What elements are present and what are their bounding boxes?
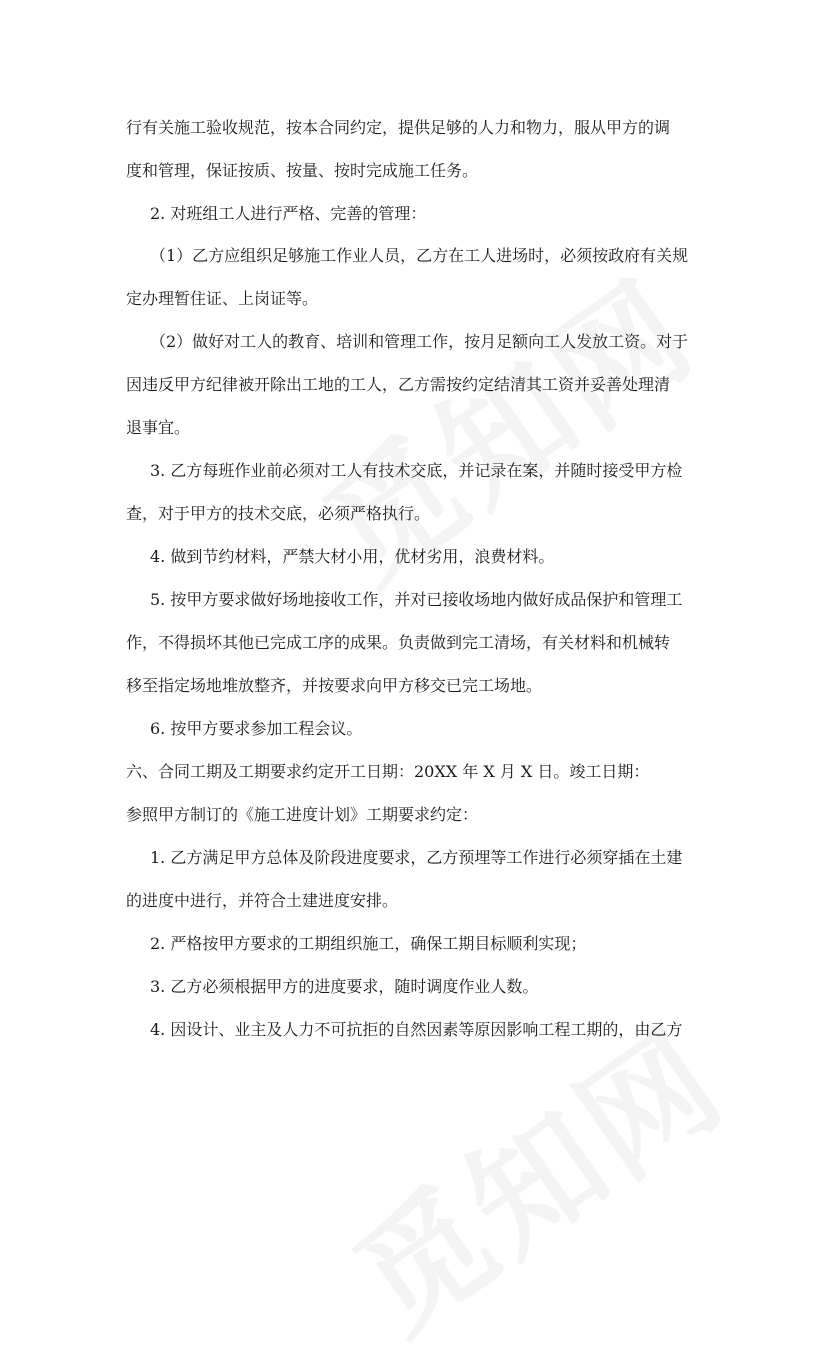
paragraph-line: 度和管理，保证按质、按量、按时完成施工任务。 — [126, 161, 479, 180]
list-item-line: 4. 做到节约材料，严禁大材小用，优材劣用，浪费材料。 — [150, 547, 555, 566]
list-item-heading: 2. 对班组工人进行严格、完善的管理： — [150, 204, 427, 223]
paragraph-line: 的进度中进行，并符合土建进度安排。 — [126, 891, 399, 910]
paragraph-line: 定办理暂住证、上岗证等。 — [126, 289, 319, 308]
list-item-line: 5. 按甲方要求做好场地接收工作，并对已接收场地内做好成品保护和管理工 — [150, 590, 683, 609]
list-item-line: 3. 乙方每班作业前必须对工人有技术交底，并记录在案，并随时接受甲方检 — [150, 461, 683, 480]
sub-item-line: （1）乙方应组织足够施工作业人员，乙方在工人进场时，必须按政府有关规 — [150, 246, 689, 265]
list-item-line: 2. 严格按甲方要求的工期组织施工，确保工期目标顺利实现； — [150, 934, 587, 953]
paragraph-line: 因违反甲方纪律被开除出工地的工人，乙方需按约定结清其工资并妥善处理清 — [126, 375, 671, 394]
paragraph-line: 行有关施工验收规范，按本合同约定，提供足够的人力和物力，服从甲方的调 — [126, 118, 671, 137]
paragraph-line: 查，对于甲方的技术交底，必须严格执行。 — [126, 504, 431, 523]
paragraph-line: 参照甲方制订的《施工进度计划》工期要求约定： — [126, 805, 479, 824]
paragraph-line: 移至指定场地堆放整齐，并按要求向甲方移交已完工场地。 — [126, 676, 543, 695]
list-item-line: 6. 按甲方要求参加工程会议。 — [150, 719, 363, 738]
list-item-line: 1. 乙方满足甲方总体及阶段进度要求，乙方预埋等工作进行必须穿插在土建 — [150, 848, 683, 867]
paragraph-line: 作，不得损坏其他已完成工序的成果。负责做到完工清场，有关材料和机械转 — [126, 633, 671, 652]
section-heading: 六、合同工期及工期要求约定开工日期：20XX 年 X 月 X 日。竣工日期： — [126, 762, 650, 781]
sub-item-line: （2）做好对工人的教育、培训和管理工作，按月足额向工人发放工资。对于 — [150, 332, 689, 351]
paragraph-line: 退事宜。 — [126, 418, 191, 437]
list-item-line: 3. 乙方必须根据甲方的进度要求，随时调度作业人数。 — [150, 977, 539, 996]
list-item-line: 4. 因设计、业主及人力不可抗拒的自然因素等原因影响工程工期的，由乙方 — [150, 1020, 683, 1039]
